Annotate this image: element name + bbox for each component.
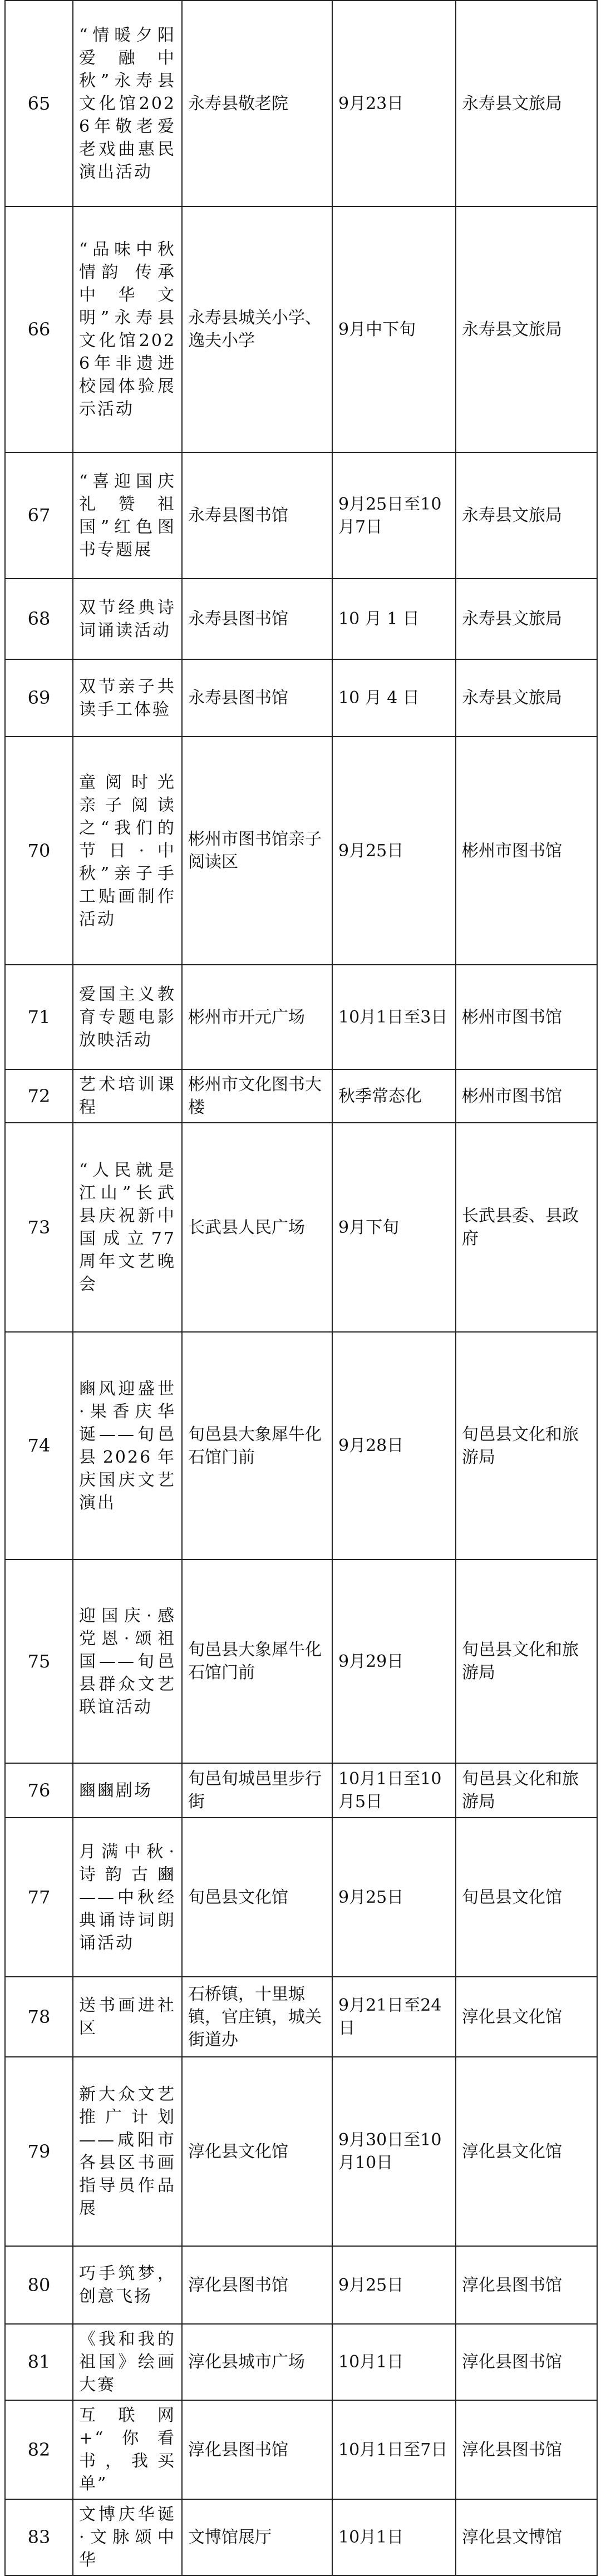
- event-organizer: 彬州市图书馆: [456, 965, 597, 1069]
- event-date: 9月下旬: [332, 1123, 456, 1332]
- row-number: 72: [5, 1069, 73, 1123]
- event-name: 月满中秋·诗韵古豳——中秋经典诵诗词朗诵活动: [73, 1818, 182, 1977]
- row-number: 69: [5, 659, 73, 737]
- row-number: 66: [5, 206, 73, 452]
- event-name: 童阅时光 亲子阅读之“我们的节日·中秋”亲子手工贴画制作活动: [73, 737, 182, 965]
- event-venue: 彬州市文化图书大楼: [182, 1069, 332, 1123]
- event-date: 10月1日至7日: [332, 2400, 456, 2499]
- table-row: [5, 206, 597, 452]
- row-number: 76: [5, 1763, 73, 1818]
- event-date: 9月中下旬: [332, 206, 456, 452]
- row-number: 67: [5, 452, 73, 579]
- row-number: 73: [5, 1123, 73, 1332]
- row-number: 79: [5, 2057, 73, 2246]
- table-row: [5, 2499, 597, 2575]
- event-venue: 旬邑旬城邑里步行街: [182, 1763, 332, 1818]
- event-name: 豳豳剧场: [73, 1763, 182, 1818]
- row-number: 71: [5, 965, 73, 1069]
- event-organizer: 长武县委、县政府: [456, 1123, 597, 1332]
- event-organizer: 淳化县图书馆: [456, 2246, 597, 2324]
- event-date: 9月23日: [332, 1, 456, 206]
- row-number: 74: [5, 1332, 73, 1560]
- event-date: 9月28日: [332, 1332, 456, 1560]
- event-name: 巧手筑梦，创意飞扬: [73, 2246, 182, 2324]
- table-row: [5, 965, 597, 1069]
- event-venue: 淳化县图书馆: [182, 2400, 332, 2499]
- table-row: [5, 659, 597, 737]
- event-venue: 永寿县图书馆: [182, 452, 332, 579]
- table-row: [5, 1560, 597, 1763]
- event-organizer: 永寿县文旅局: [456, 579, 597, 659]
- event-venue: 淳化县图书馆: [182, 2246, 332, 2324]
- table-row: [5, 1977, 597, 2057]
- event-venue: 旬邑县大象犀牛化石馆门前: [182, 1332, 332, 1560]
- event-date: 9月25日: [332, 1818, 456, 1977]
- event-name: 新大众文艺推广计划——咸阳市各县区书画指导员作品展: [73, 2057, 182, 2246]
- table-row: [5, 1, 597, 206]
- row-number: 81: [5, 2324, 73, 2400]
- row-number: 75: [5, 1560, 73, 1763]
- event-venue: 彬州市图书馆亲子阅读区: [182, 737, 332, 965]
- event-venue: 文博馆展厅: [182, 2499, 332, 2575]
- table-row: [5, 1763, 597, 1818]
- event-name: 艺术培训课程: [73, 1069, 182, 1123]
- event-name: “品味中秋情韵 传承中华文明”永寿县文化馆2026年非遗进校园体验展示活动: [73, 206, 182, 452]
- event-venue: 石桥镇，十里塬镇，官庄镇，城关街道办: [182, 1977, 332, 2057]
- event-venue: 淳化县城市广场: [182, 2324, 332, 2400]
- table-row: [5, 2324, 597, 2400]
- row-number: 82: [5, 2400, 73, 2499]
- table-row: [5, 579, 597, 659]
- event-date: 9月25日: [332, 2246, 456, 2324]
- event-venue: 永寿县图书馆: [182, 659, 332, 737]
- event-name: “喜迎国庆 礼赞祖国”红色图书专题展: [73, 452, 182, 579]
- event-name: 文博庆华诞·文脉颂中华: [73, 2499, 182, 2575]
- row-number: 68: [5, 579, 73, 659]
- event-name: “人民就是江山”长武县庆祝新中国成立77周年文艺晚会: [73, 1123, 182, 1332]
- event-date: 9月30日至10月10日: [332, 2057, 456, 2246]
- event-name: 《我和我的祖国》绘画大赛: [73, 2324, 182, 2400]
- table-row: [5, 1332, 597, 1560]
- row-number: 77: [5, 1818, 73, 1977]
- event-organizer: 永寿县文旅局: [456, 1, 597, 206]
- event-date: 10月1日: [332, 2324, 456, 2400]
- event-date: 10月1日: [332, 2499, 456, 2575]
- event-organizer: 淳化县图书馆: [456, 2400, 597, 2499]
- events-table: [4, 0, 598, 2576]
- event-name: 豳风迎盛世·果香庆华诞——旬邑县2026年庆国庆文艺演出: [73, 1332, 182, 1560]
- table-row: [5, 452, 597, 579]
- event-date: 9月21日至24日: [332, 1977, 456, 2057]
- event-name: 双节亲子共读手工体验: [73, 659, 182, 737]
- event-venue: 长武县人民广场: [182, 1123, 332, 1332]
- event-date: 9月25日: [332, 737, 456, 965]
- table-row: [5, 737, 597, 965]
- event-organizer: 永寿县文旅局: [456, 206, 597, 452]
- table-row: [5, 1123, 597, 1332]
- event-organizer: 旬邑县文化和旅游局: [456, 1560, 597, 1763]
- event-name: 迎国庆·感党恩·颂祖国——旬邑县群众文艺联谊活动: [73, 1560, 182, 1763]
- event-organizer: 永寿县文旅局: [456, 659, 597, 737]
- event-venue: 彬州市开元广场: [182, 965, 332, 1069]
- event-venue: 永寿县敬老院: [182, 1, 332, 206]
- event-organizer: 淳化县文化馆: [456, 2057, 597, 2246]
- event-name: 送书画进社区: [73, 1977, 182, 2057]
- event-name: 爱国主义教育专题电影放映活动: [73, 965, 182, 1069]
- event-date: 秋季常态化: [332, 1069, 456, 1123]
- event-organizer: 旬邑县文化和旅游局: [456, 1332, 597, 1560]
- event-name: 互联网+“你看书，我买单”: [73, 2400, 182, 2499]
- event-organizer: 永寿县文旅局: [456, 452, 597, 579]
- table-row: [5, 2246, 597, 2324]
- event-organizer: 淳化县文化馆: [456, 1977, 597, 2057]
- event-date: 10月1日至3日: [332, 965, 456, 1069]
- event-date: 9月29日: [332, 1560, 456, 1763]
- event-organizer: 彬州市图书馆: [456, 737, 597, 965]
- row-number: 65: [5, 1, 73, 206]
- event-venue: 旬邑县大象犀牛化石馆门前: [182, 1560, 332, 1763]
- event-date: 10 月 4 日: [332, 659, 456, 737]
- event-organizer: 彬州市图书馆: [456, 1069, 597, 1123]
- event-venue: 永寿县城关小学、逸夫小学: [182, 206, 332, 452]
- event-date: 10 月 1 日: [332, 579, 456, 659]
- event-venue: 淳化县文化馆: [182, 2057, 332, 2246]
- event-name: “情暖夕阳 爱融中秋”永寿县文化馆2026年敬老爱老戏曲惠民演出活动: [73, 1, 182, 206]
- table-row: [5, 2400, 597, 2499]
- event-organizer: 旬邑县文化和旅游局: [456, 1763, 597, 1818]
- event-organizer: 淳化县文博馆: [456, 2499, 597, 2575]
- row-number: 80: [5, 2246, 73, 2324]
- event-venue: 旬邑县文化馆: [182, 1818, 332, 1977]
- event-date: 10月1日至10月5日: [332, 1763, 456, 1818]
- table-row: [5, 1818, 597, 1977]
- row-number: 70: [5, 737, 73, 965]
- events-table-sheet: [4, 0, 597, 2576]
- row-number: 78: [5, 1977, 73, 2057]
- event-date: 9月25日至10月7日: [332, 452, 456, 579]
- row-number: 83: [5, 2499, 73, 2575]
- event-organizer: 旬邑县文化馆: [456, 1818, 597, 1977]
- table-row: [5, 2057, 597, 2246]
- table-row: [5, 1069, 597, 1123]
- event-organizer: 淳化县图书馆: [456, 2324, 597, 2400]
- event-venue: 永寿县图书馆: [182, 579, 332, 659]
- event-name: 双节经典诗词诵读活动: [73, 579, 182, 659]
